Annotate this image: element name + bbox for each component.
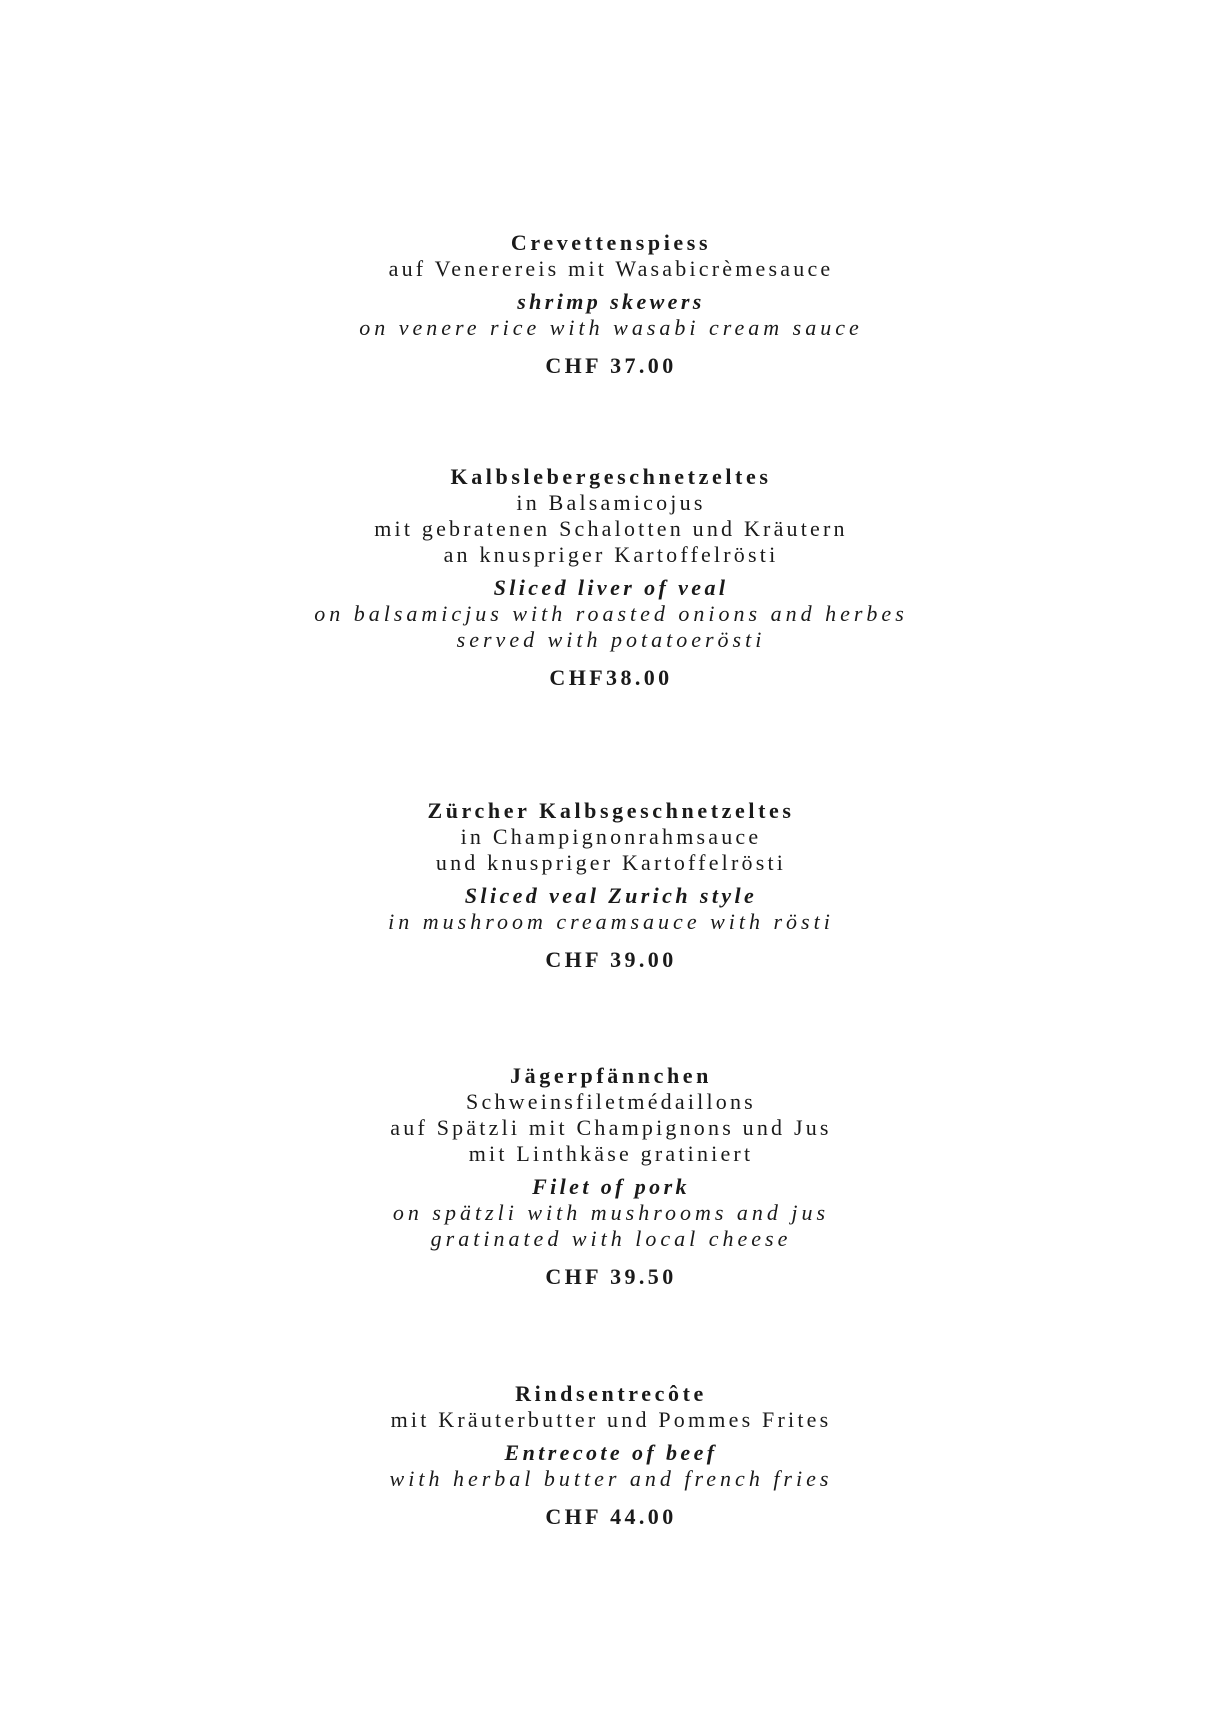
menu-item-kalbslebergeschnetzeltes (0, 464, 1222, 691)
dish-title-en: Sliced liver of veal (493, 575, 729, 600)
dish-price: CHF 39.50 (545, 1264, 677, 1289)
dish-description-en: in mushroom creamsauce with rösti (388, 909, 834, 934)
menu-item-zuercher-kalbsgeschnetzeltes (0, 798, 1222, 973)
dish-description-en: with herbal butter and french fries (389, 1466, 833, 1491)
dish-description-de: auf Venerereis mit Wasabicrèmesauce (388, 256, 834, 281)
menu-item-crevettenspiess (0, 230, 1222, 379)
dish-description-en: on spätzli with mushrooms and jus (392, 1200, 830, 1225)
dish-title: Kalbslebergeschnetzeltes (450, 464, 772, 489)
dish-description-en: on venere rice with wasabi cream sauce (359, 315, 863, 340)
dish-description-de: Schweinsfiletmédaillons (466, 1089, 756, 1114)
dish-title: Jägerpfännchen (510, 1063, 712, 1088)
dish-description-en: gratinated with local cheese (430, 1226, 792, 1251)
menu-item-rindsentrecote (0, 1381, 1222, 1530)
dish-title-en: shrimp skewers (517, 289, 705, 314)
dish-price: CHF 39.00 (545, 947, 677, 972)
dish-description-de: auf Spätzli mit Champignons und Jus (390, 1115, 832, 1140)
dish-description-de: in Champignonrahmsauce (460, 824, 762, 849)
dish-title-en: Entrecote of beef (504, 1440, 718, 1465)
dish-price: CHF 37.00 (545, 353, 677, 378)
dish-description-en: served with potatoerösti (456, 627, 766, 652)
dish-title: Zürcher Kalbsgeschnetzeltes (427, 798, 795, 823)
dish-description-de: mit Linthkäse gratiniert (468, 1141, 754, 1166)
dish-title: Crevettenspiess (510, 230, 712, 255)
dish-price: CHF38.00 (549, 665, 673, 690)
dish-description-de: an knuspriger Kartoffelrösti (443, 542, 779, 567)
menu-item-jaegerpfaennchen (0, 1063, 1222, 1290)
dish-title-en: Sliced veal Zurich style (464, 883, 758, 908)
dish-description-de: in Balsamicojus (516, 490, 706, 515)
dish-title: Rindsentrecôte (515, 1381, 707, 1406)
dish-description-de: mit Kräuterbutter und Pommes Frites (390, 1407, 832, 1432)
dish-price: CHF 44.00 (545, 1504, 677, 1529)
dish-description-de: mit gebratenen Schalotten und Kräutern (374, 516, 848, 541)
dish-description-de: und knuspriger Kartoffelrösti (435, 850, 787, 875)
dish-description-en: on balsamicjus with roasted onions and herbes (314, 601, 908, 626)
dish-title-en: Filet of pork (532, 1174, 690, 1199)
